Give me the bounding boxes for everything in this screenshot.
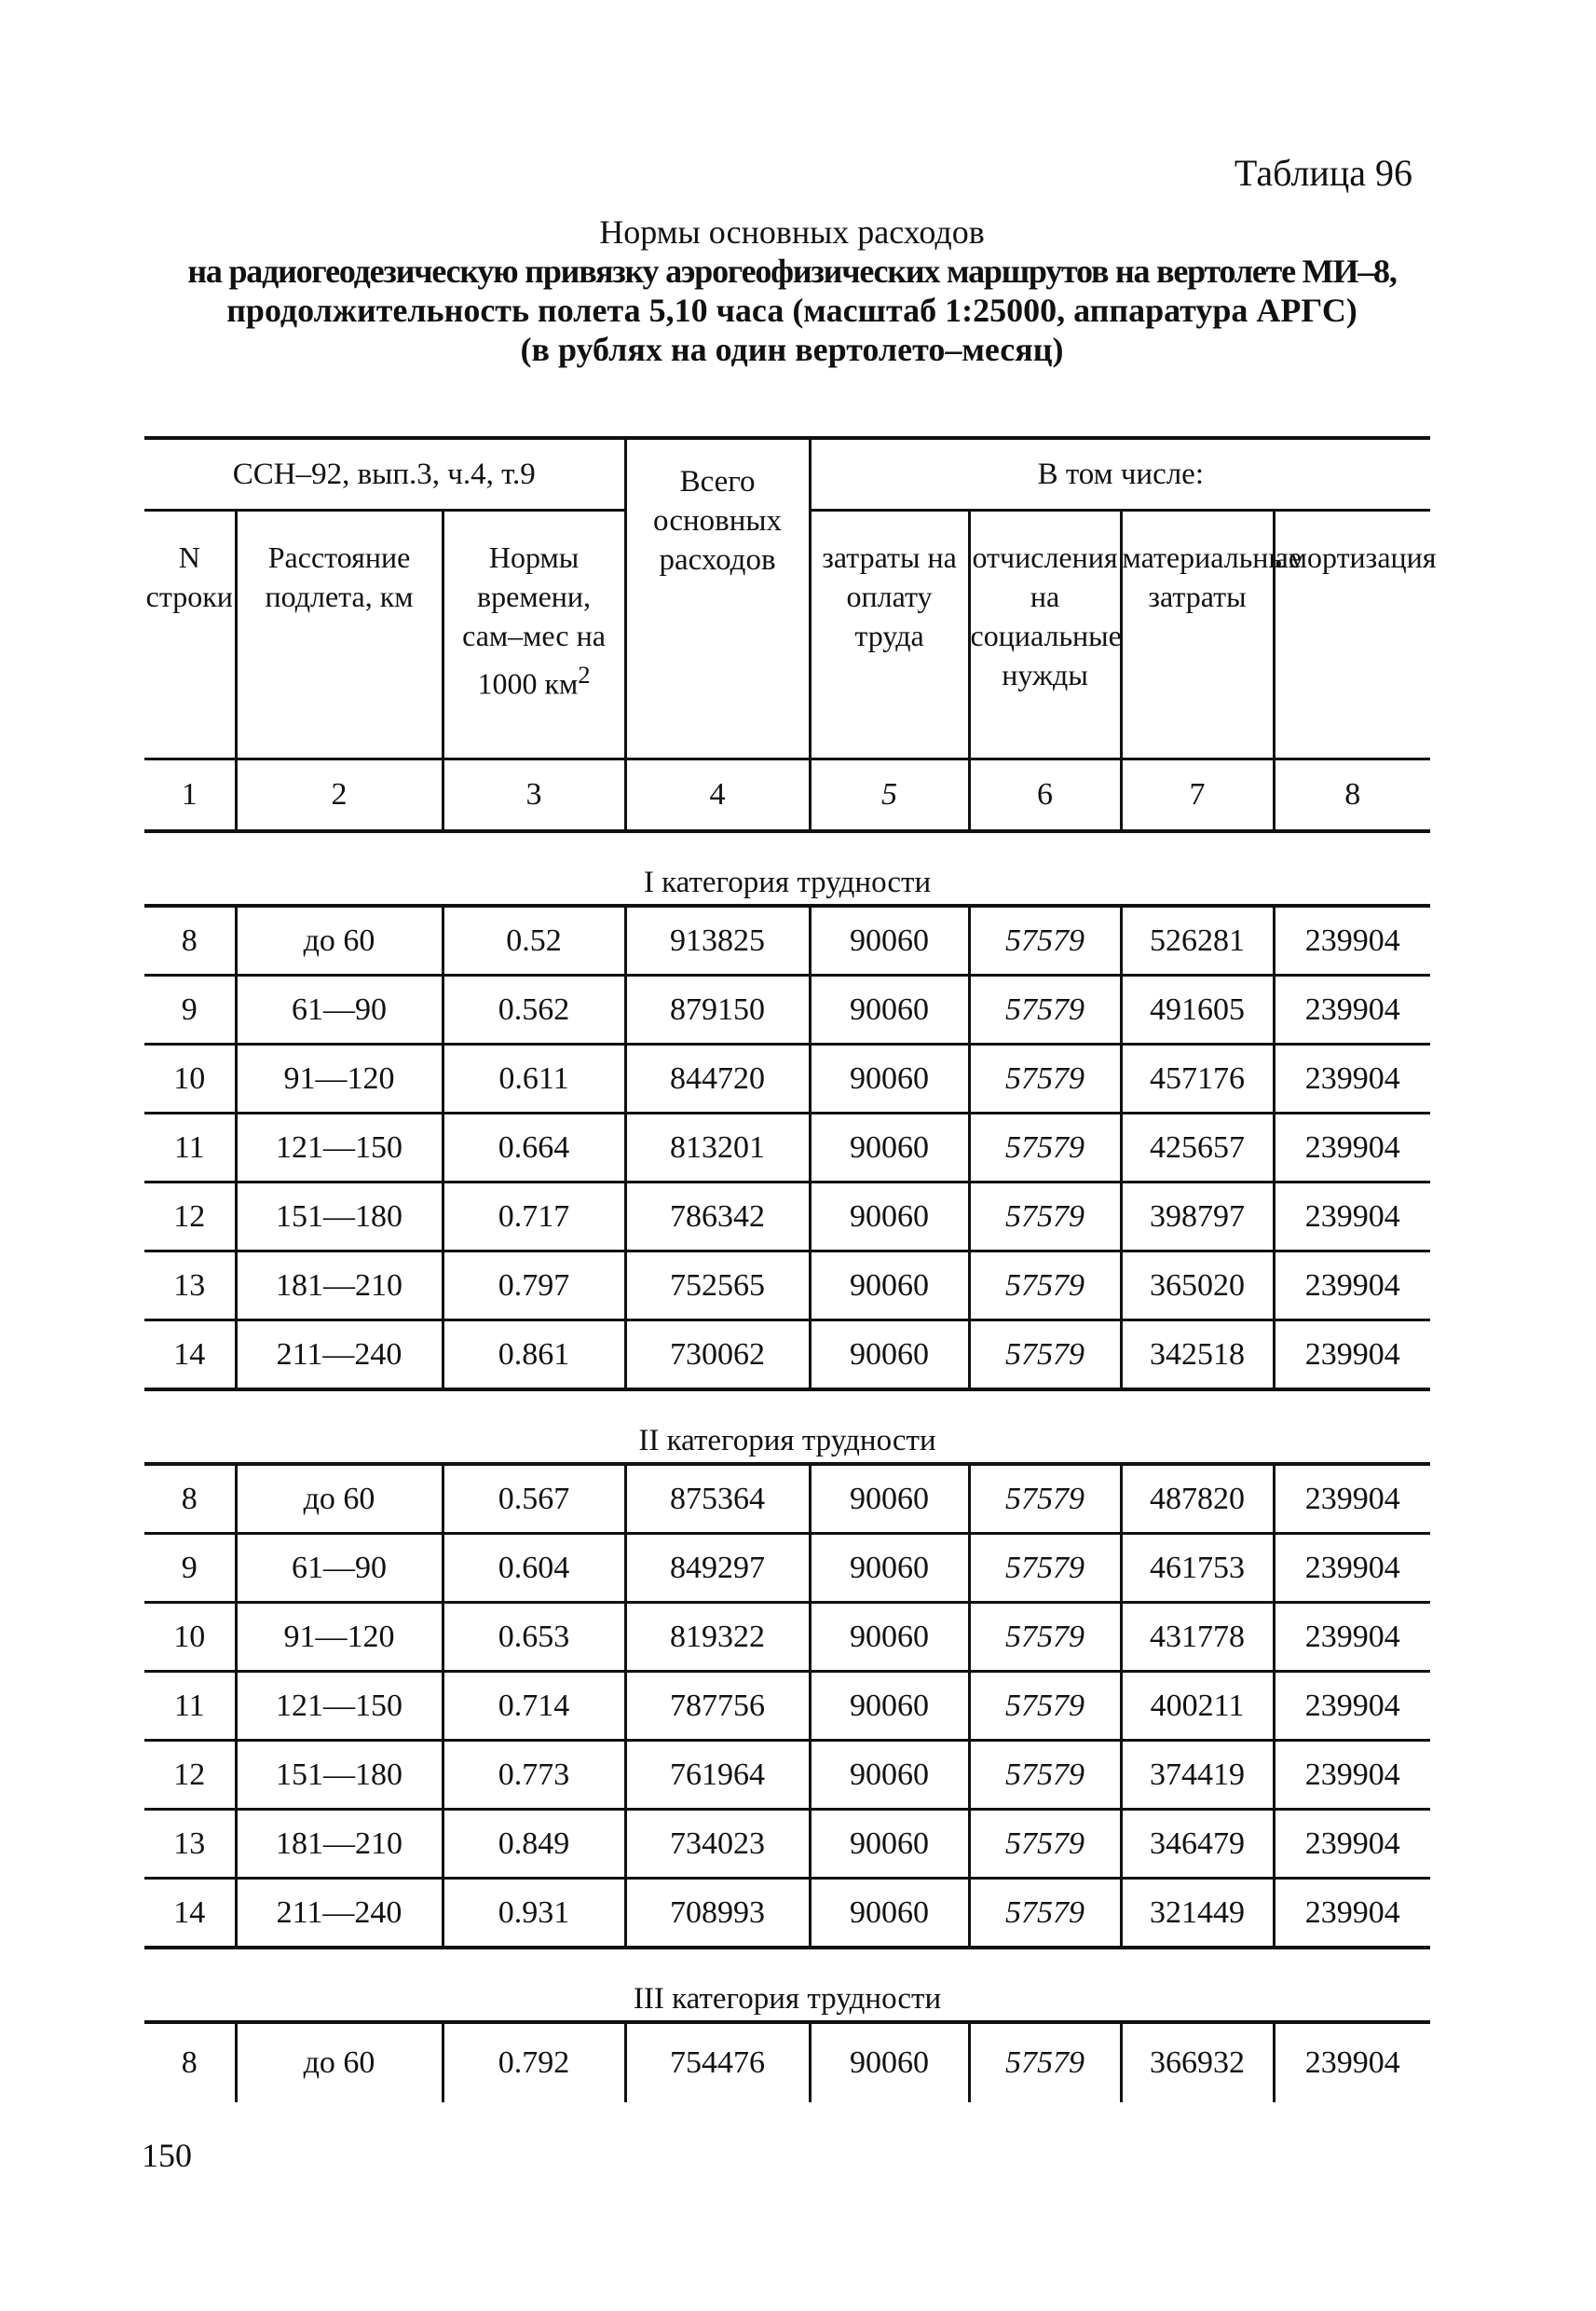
heading-line-2: на радиогеодезическую привязку аэрогеофизических маршрутов на вертолете МИ–8, [187, 253, 1397, 290]
table-cell: 90060 [810, 1810, 969, 1879]
table-cell: 0.562 [443, 976, 625, 1045]
table-cell: 431778 [1121, 1603, 1274, 1672]
table-cell: 57579 [969, 1320, 1121, 1390]
table-cell: 151—180 [236, 1741, 443, 1810]
table-cell: 57579 [969, 1741, 1121, 1810]
table-heading [140, 212, 1444, 369]
table-cell: 9 [144, 1534, 236, 1603]
table-cell: 487820 [1121, 1464, 1274, 1534]
table-cell: 0.931 [443, 1879, 625, 1949]
column-number: 3 [443, 759, 625, 832]
table-cell: 457176 [1121, 1045, 1274, 1114]
table-cell: 57579 [969, 1603, 1121, 1672]
table-row [144, 1810, 1430, 1879]
category-title: III категория трудности [144, 1948, 1430, 2022]
heading-line-3: продолжительность полета 5,10 часа (масштаб 1:25000, аппаратура АРГС) [226, 292, 1357, 329]
table-cell: 12 [144, 1741, 236, 1810]
table-cell: 8 [144, 2022, 236, 2102]
table-cell: 90060 [810, 1672, 969, 1741]
table-cell: 13 [144, 1810, 236, 1879]
table-cell: 13 [144, 1251, 236, 1320]
table-cell: 121—150 [236, 1672, 443, 1741]
table-cell: 0.861 [443, 1320, 625, 1390]
table-cell: 0.604 [443, 1534, 625, 1603]
table-cell: 90060 [810, 1251, 969, 1320]
table-cell: 12 [144, 1183, 236, 1251]
heading-line-4: (в рублях на один вертолето–месяц) [520, 331, 1064, 368]
header-time-norm-text: Нормы времени, сам–мес на 1000 км [462, 540, 606, 701]
table-cell: 91—120 [236, 1603, 443, 1672]
table-cell: 151—180 [236, 1183, 443, 1251]
table-cell: 0.792 [443, 2022, 625, 2102]
table-cell: 374419 [1121, 1741, 1274, 1810]
table-cell: 239904 [1274, 976, 1430, 1045]
table-cell: 0.714 [443, 1672, 625, 1741]
table-cell: 57579 [969, 1464, 1121, 1534]
table-cell: 57579 [969, 906, 1121, 976]
table-cell: 0.797 [443, 1251, 625, 1320]
table-row [144, 1741, 1430, 1810]
table-cell: 346479 [1121, 1810, 1274, 1879]
table-cell: 90060 [810, 976, 969, 1045]
table-cell: 121—150 [236, 1114, 443, 1183]
table-cell: 425657 [1121, 1114, 1274, 1183]
header-social: отчисления на социальные нужды [969, 511, 1121, 759]
table-cell: до 60 [236, 1464, 443, 1534]
table-cell: 57579 [969, 1114, 1121, 1183]
table-cell: 14 [144, 1320, 236, 1390]
table-cell: до 60 [236, 906, 443, 976]
table-cell: 730062 [625, 1320, 810, 1390]
table-cell: 211—240 [236, 1879, 443, 1949]
table-cell: 0.52 [443, 906, 625, 976]
header-wages: затраты на оплату труда [810, 511, 969, 759]
table-cell: 342518 [1121, 1320, 1274, 1390]
table-cell: 211—240 [236, 1320, 443, 1390]
table-cell: 239904 [1274, 906, 1430, 976]
table-cell: 91—120 [236, 1045, 443, 1114]
table-cell: 239904 [1274, 1464, 1430, 1534]
heading-line-1: Нормы основных расходов [599, 213, 985, 251]
table-row [144, 1183, 1430, 1251]
table-cell: до 60 [236, 2022, 443, 2102]
table-cell: 761964 [625, 1741, 810, 1810]
table-cell: 787756 [625, 1672, 810, 1741]
header-time-norm [443, 511, 625, 759]
category-title: I категория трудности [144, 831, 1430, 906]
table-cell: 57579 [969, 1534, 1121, 1603]
column-number: 6 [969, 759, 1121, 832]
table-cell: 239904 [1274, 1534, 1430, 1603]
table-cell: 321449 [1121, 1879, 1274, 1949]
table-cell: 90060 [810, 906, 969, 976]
table-cell: 734023 [625, 1810, 810, 1879]
table-cell: 786342 [625, 1183, 810, 1251]
table-cell: 57579 [969, 1879, 1121, 1949]
table-cell: 10 [144, 1603, 236, 1672]
table-cell: 90060 [810, 1183, 969, 1251]
table-cell: 90060 [810, 1534, 969, 1603]
header-including-group: В том числе: [810, 438, 1430, 511]
table-row [144, 1251, 1430, 1320]
header-group-row [144, 438, 1430, 511]
header-amortization: амортизация [1274, 511, 1430, 759]
category-row [144, 831, 1430, 906]
table-cell: 461753 [1121, 1534, 1274, 1603]
table-row [144, 1464, 1430, 1534]
table-cell: 913825 [625, 906, 810, 976]
table-cell: 0.611 [443, 1045, 625, 1114]
table-cell: 0.773 [443, 1741, 625, 1810]
table-cell: 8 [144, 906, 236, 976]
header-row-number: N строки [144, 511, 236, 759]
table-cell: 239904 [1274, 1045, 1430, 1114]
table-cell: 491605 [1121, 976, 1274, 1045]
table-cell: 181—210 [236, 1810, 443, 1879]
table-row [144, 1114, 1430, 1183]
table-cell: 239904 [1274, 1672, 1430, 1741]
table-cell: 0.849 [443, 1810, 625, 1879]
header-materials: материальные затраты [1121, 511, 1274, 759]
table-cell: 754476 [625, 2022, 810, 2102]
table-cell: 239904 [1274, 1741, 1430, 1810]
table-cell: 9 [144, 976, 236, 1045]
table-cell: 879150 [625, 976, 810, 1045]
table-cell: 239904 [1274, 1810, 1430, 1879]
table-cell: 0.653 [443, 1603, 625, 1672]
table-cell: 366932 [1121, 2022, 1274, 2102]
table-cell: 90060 [810, 1603, 969, 1672]
table-cell: 239904 [1274, 1320, 1430, 1390]
table-cell: 239904 [1274, 2022, 1430, 2102]
table-cell: 57579 [969, 1183, 1121, 1251]
column-number: 8 [1274, 759, 1430, 832]
table-cell: 11 [144, 1114, 236, 1183]
table-cell: 752565 [625, 1251, 810, 1320]
norms-table [144, 436, 1437, 2102]
table-body [144, 759, 1430, 2103]
table-cell: 90060 [810, 1741, 969, 1810]
table-cell: 14 [144, 1879, 236, 1949]
table-cell: 90060 [810, 1464, 969, 1534]
table-cell: 57579 [969, 976, 1121, 1045]
table-cell: 57579 [969, 1251, 1121, 1320]
table-row [144, 1045, 1430, 1114]
table-cell: 813201 [625, 1114, 810, 1183]
header-distance: Расстояние подлета, км [236, 511, 443, 759]
table-cell: 239904 [1274, 1251, 1430, 1320]
table-row [144, 1603, 1430, 1672]
category-title: II категория трудности [144, 1389, 1430, 1464]
table-cell: 875364 [625, 1464, 810, 1534]
column-number: 4 [625, 759, 810, 832]
table-cell: 819322 [625, 1603, 810, 1672]
header-total: Всего основных расходов [625, 438, 810, 759]
table-cell: 90060 [810, 1045, 969, 1114]
table-cell: 239904 [1274, 1114, 1430, 1183]
table-cell: 239904 [1274, 1603, 1430, 1672]
category-row [144, 1948, 1430, 2022]
table-label: Таблица 96 [1234, 152, 1412, 194]
table-cell: 398797 [1121, 1183, 1274, 1251]
table-cell: 57579 [969, 1810, 1121, 1879]
table-cell: 849297 [625, 1534, 810, 1603]
column-numbering-row [144, 759, 1430, 832]
table-row [144, 1672, 1430, 1741]
table-cell: 11 [144, 1672, 236, 1741]
table-row [144, 906, 1430, 976]
table-cell: 10 [144, 1045, 236, 1114]
table-cell: 8 [144, 1464, 236, 1534]
page-number: 150 [142, 2137, 192, 2174]
table-cell: 0.664 [443, 1114, 625, 1183]
table-cell: 239904 [1274, 1183, 1430, 1251]
table-cell: 61—90 [236, 1534, 443, 1603]
table-cell: 844720 [625, 1045, 810, 1114]
table-cell: 181—210 [236, 1251, 443, 1320]
table-cell: 57579 [969, 1672, 1121, 1741]
table-cell: 239904 [1274, 1879, 1430, 1949]
column-number: 1 [144, 759, 236, 832]
table-cell: 90060 [810, 1114, 969, 1183]
column-number: 7 [1121, 759, 1274, 832]
column-number: 5 [810, 759, 969, 832]
table-cell: 0.567 [443, 1464, 625, 1534]
table-row [144, 1320, 1430, 1390]
table-row [144, 2022, 1430, 2102]
table-row [144, 1879, 1430, 1949]
table-cell: 708993 [625, 1879, 810, 1949]
table-cell: 400211 [1121, 1672, 1274, 1741]
table-cell: 365020 [1121, 1251, 1274, 1320]
table-cell: 0.717 [443, 1183, 625, 1251]
table-cell: 90060 [810, 1879, 969, 1949]
category-row [144, 1389, 1430, 1464]
header-source-group: ССН–92, вып.3, ч.4, т.9 [144, 438, 625, 511]
table-cell: 61—90 [236, 976, 443, 1045]
table-cell: 90060 [810, 2022, 969, 2102]
table-row [144, 976, 1430, 1045]
table-cell: 90060 [810, 1320, 969, 1390]
table-cell: 526281 [1121, 906, 1274, 976]
table-row [144, 1534, 1430, 1603]
column-number: 2 [236, 759, 443, 832]
table-cell: 57579 [969, 2022, 1121, 2102]
header-time-norm-superscript: 2 [578, 661, 591, 689]
table-cell: 57579 [969, 1045, 1121, 1114]
